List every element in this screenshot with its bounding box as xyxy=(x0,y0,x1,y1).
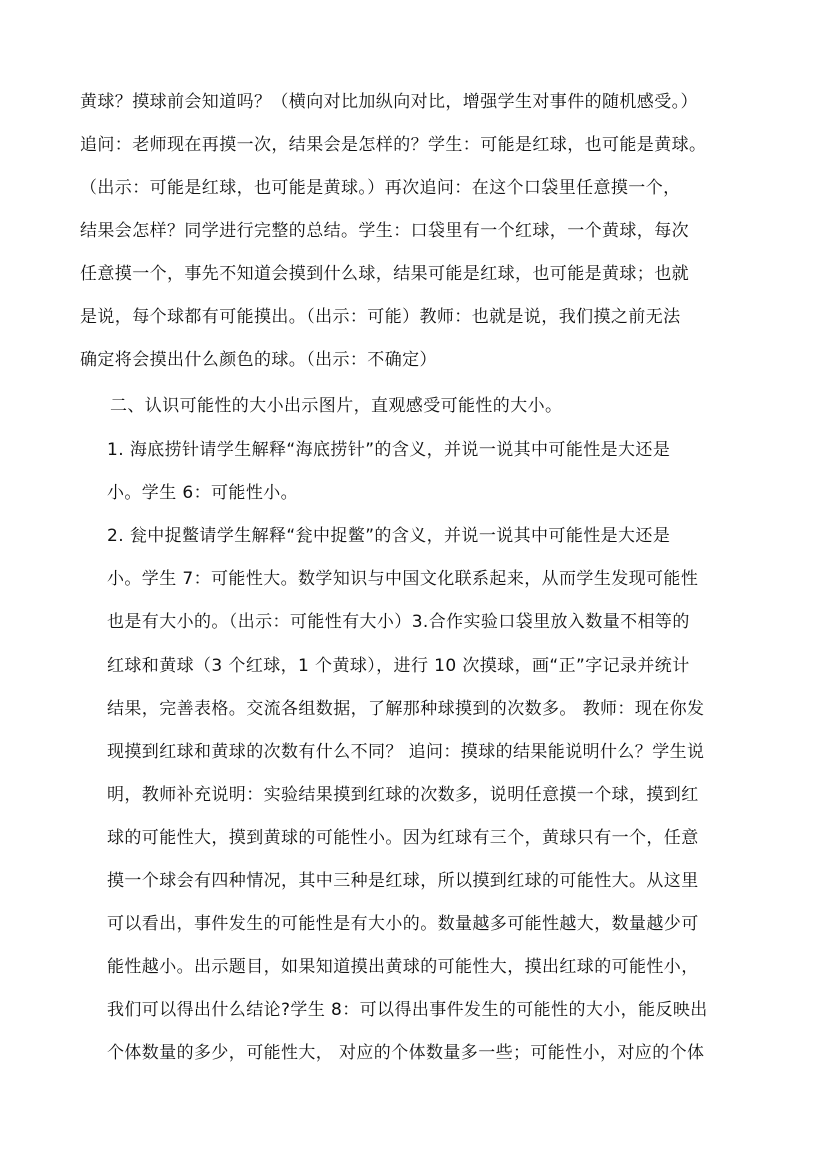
text-line: 1. 海底捞针请学生解释“海底捞针”的含义，并说一说其中可能性是大还是 xyxy=(107,440,671,460)
text-line: 是说，每个球都有可能摸出。（出示：可能）教师：也就是说，我们摸之前无法 xyxy=(80,307,681,327)
text-line: 小。学生 7：可能性大。数学知识与中国文化联系起来，从而学生发现可能性 xyxy=(107,569,699,589)
text-line: 红球和黄球（3 个红球，1 个黄球），进行 10 次摸球，画“正”字记录并统计 xyxy=(107,656,690,676)
text-line: 2. 瓮中捉鳖请学生解释“瓮中捉鳖”的含义，并说一说其中可能性是大还是 xyxy=(107,526,671,546)
text-line: 我们可以得出什么结论?学生 8：可以得出事件发生的可能性的大小，能反映出 xyxy=(107,1000,708,1020)
text-line: 明，教师补充说明：实验结果摸到红球的次数多，说明任意摸一个球，摸到红 xyxy=(107,785,699,805)
text-line: 追问：老师现在再摸一次，结果会是怎样的？学生：可能是红球，也可能是黄球。 xyxy=(80,135,707,155)
text-line: 黄球？摸球前会知道吗？（横向对比加纵向对比，增强学生对事件的随机感受。） xyxy=(80,92,698,112)
text-line: 也是有大小的。（出示：可能性有大小）3.合作实验口袋里放入数量不相等的 xyxy=(107,612,690,632)
text-line: 小。学生 6：可能性小。 xyxy=(107,483,299,503)
text-line: 摸一个球会有四种情况，其中三种是红球，所以摸到红球的可能性大。从这里 xyxy=(107,871,699,891)
text-line: 个体数量的多少，可能性大， 对应的个体数量多一些；可能性小，对应的个体 xyxy=(107,1043,705,1063)
section-heading: 二、认识可能性的大小出示图片，直观感受可能性的大小。 xyxy=(110,396,563,416)
text-line: 结果会怎样？同学进行完整的总结。学生：口袋里有一个红球，一个黄球，每次 xyxy=(80,221,689,241)
text-line: 现摸到红球和黄球的次数有什么不同？ 追问：摸球的结果能说明什么？学生说 xyxy=(107,742,705,762)
text-line: 能性越小。出示题目，如果知道摸出黄球的可能性大，摸出红球的可能性小， xyxy=(107,957,699,977)
text-line: （出示：可能是红球，也可能是黄球。）再次追问：在这个口袋里任意摸一个， xyxy=(80,178,681,198)
text-line: 可以看出，事件发生的可能性是有大小的。数量越多可能性越大，数量越少可 xyxy=(107,914,699,934)
text-line: 球的可能性大，摸到黄球的可能性小。因为红球有三个，黄球只有一个，任意 xyxy=(107,828,699,848)
text-line: 结果，完善表格。交流各组数据，了解那种球摸到的次数多。 教师：现在你发 xyxy=(107,699,705,719)
text-line: 任意摸一个，事先不知道会摸到什么球，结果可能是红球，也可能是黄球；也就 xyxy=(80,264,689,284)
text-line: 确定将会摸出什么颜色的球。（出示：不确定） xyxy=(80,350,437,370)
